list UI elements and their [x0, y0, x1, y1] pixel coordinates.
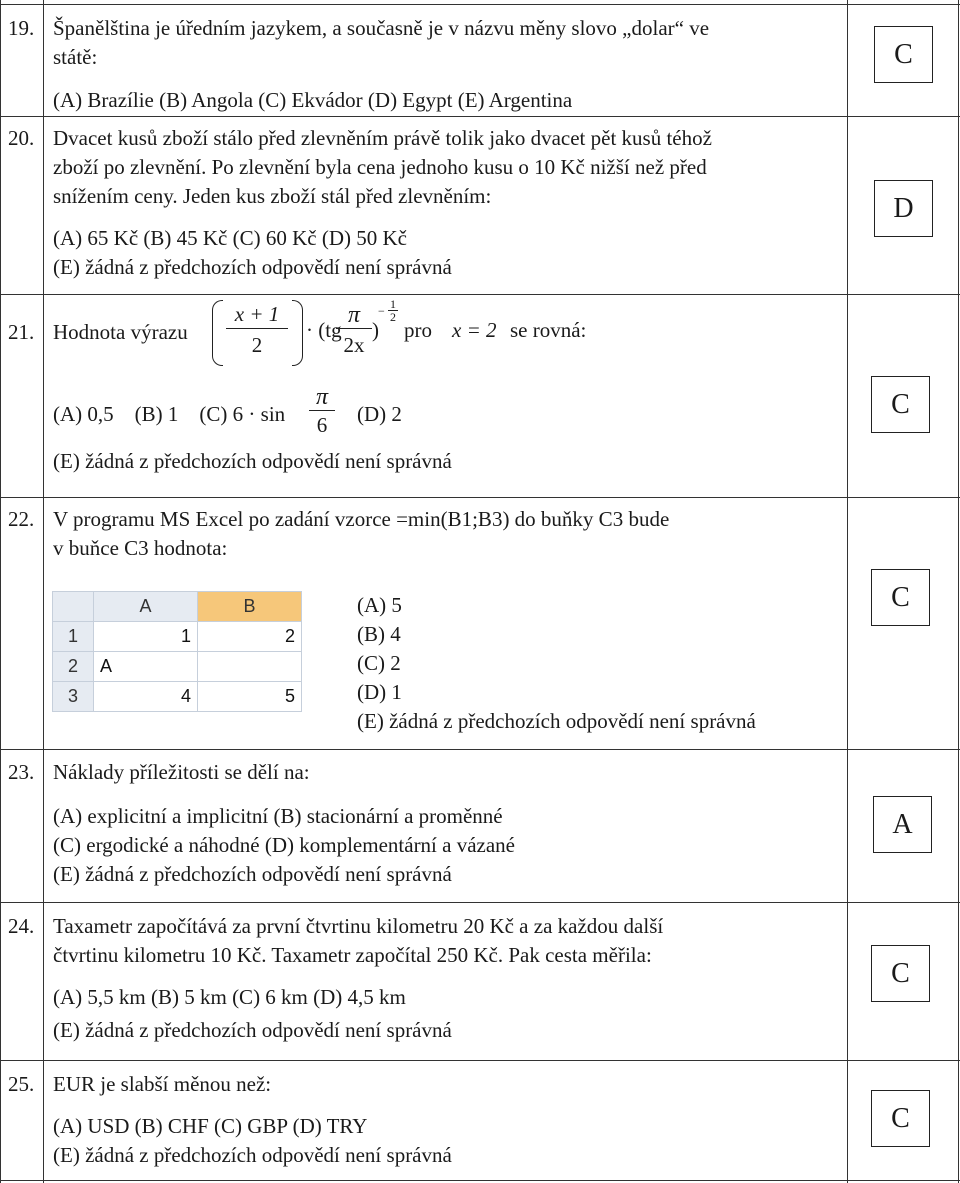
answer-box: C — [871, 569, 930, 626]
exponent-denominator: 2 — [390, 310, 396, 324]
tg-label: · (tg — [306, 318, 342, 342]
row-border — [0, 4, 960, 5]
column-border — [847, 0, 848, 1183]
excel-cell: 4 — [94, 682, 198, 712]
pro-label: pro — [404, 318, 432, 342]
excel-cell: A — [94, 652, 198, 682]
exponent-numerator: 1 — [390, 297, 396, 311]
answer-options: (A) Brazílie (B) Angola (C) Ekvádor (D) Egypt (E) Argentina — [53, 88, 573, 112]
row-border — [0, 116, 960, 117]
question-text: státě: — [53, 45, 98, 69]
question-text: Dvacet kusů zboží stálo před zlevněním právě tolik jako dvacet pět kusů téhož — [53, 126, 712, 150]
fraction-numerator: π — [315, 384, 329, 410]
option-d: (D) 2 — [357, 402, 402, 426]
paren-left — [212, 300, 223, 366]
excel-row-header: 1 — [53, 622, 94, 652]
answer-options: (E) žádná z předchozích odpovědí není správná — [53, 449, 452, 473]
answer-options: (E) žádná z předchozích odpovědí není správná — [53, 255, 452, 279]
excel-cell: 5 — [198, 682, 302, 712]
answer-box: D — [874, 180, 933, 237]
x-equals: x = 2 — [452, 318, 497, 342]
denominator-text: 2x — [343, 333, 365, 357]
fraction-numerator: π — [347, 302, 361, 328]
question-number: 22. — [8, 507, 35, 531]
fraction-numerator: x + 1 — [234, 302, 280, 326]
row-border — [0, 749, 960, 750]
fraction-denominator — [336, 328, 372, 361]
fraction-pi-over-6 — [309, 384, 335, 439]
excel-col-header-b: B — [198, 592, 302, 622]
excel-corner — [53, 592, 94, 622]
question-number: 24. — [8, 914, 35, 938]
column-border — [958, 0, 959, 1183]
answer-options: (A) explicitní a implicitní (B) stacionární a proměnné — [53, 804, 503, 828]
question-text: Taxametr započítává za první čtvrtinu kilometru 20 Kč a za každou další — [53, 914, 664, 938]
exponent-fraction — [388, 298, 398, 323]
question-text: zboží po zlevnění. Po zlevnění byla cena jednoho kusu o 10 Kč nižší než před — [53, 155, 707, 179]
question-text: čtvrtinu kilometru 10 Kč. Taxametr započítal 250 Kč. Pak cesta měřila: — [53, 943, 652, 967]
option-a: (A) 0,5 — [53, 402, 114, 426]
answer-options: (A) 65 Kč (B) 45 Kč (C) 60 Kč (D) 50 Kč — [53, 226, 407, 250]
answer-options — [53, 400, 285, 429]
tail-text: se rovná: — [510, 318, 587, 342]
answer-box: C — [871, 1090, 930, 1147]
answer-option: (B) 4 — [357, 622, 401, 646]
question-text: Španělština je úředním jazykem, a současně je v názvu měny slovo „dolar“ ve — [53, 16, 710, 40]
question-number: 25. — [8, 1072, 35, 1096]
question-text: v buňce C3 hodnota: — [53, 536, 228, 560]
fraction-x-plus-1-over-2 — [226, 300, 288, 361]
question-text: V programu MS Excel po zadání vzorce =min(B1;B3) do buňky C3 bude — [53, 507, 670, 531]
formula — [212, 298, 632, 370]
option-b: (B) 1 — [134, 402, 179, 426]
column-border — [0, 0, 1, 1183]
answer-options: (C) ergodické a náhodné (D) komplementární a vázané — [53, 833, 515, 857]
answer-options: (A) 5,5 km (B) 5 km (C) 6 km (D) 4,5 km — [53, 985, 406, 1009]
answer-box: C — [871, 945, 930, 1002]
paren-right — [292, 300, 303, 366]
close-paren: ) — [372, 318, 379, 342]
question-number: 20. — [8, 126, 35, 150]
answer-box: C — [874, 26, 933, 83]
option-c: (C) 6 · sin — [199, 402, 286, 426]
excel-screenshot — [52, 591, 302, 712]
answer-option: (A) 5 — [357, 593, 402, 617]
answer-option: (E) žádná z předchozích odpovědí není správná — [357, 709, 756, 733]
question-number: 19. — [8, 16, 35, 40]
fraction-denominator: 2 — [226, 328, 288, 361]
answer-options: (E) žádná z předchozích odpovědí není správná — [53, 1018, 452, 1042]
question-number: 21. — [8, 320, 35, 344]
fraction-pi-over-2x — [336, 302, 372, 361]
answer-options: (E) žádná z předchozích odpovědí není správná — [53, 1143, 452, 1167]
answer-options: (A) USD (B) CHF (C) GBP (D) TRY — [53, 1114, 368, 1138]
question-text: EUR je slabší měnou než: — [53, 1072, 272, 1096]
row-border — [0, 902, 960, 903]
question-text: Náklady příležitosti se dělí na: — [53, 760, 310, 784]
answer-options: (E) žádná z předchozích odpovědí není správná — [53, 862, 452, 886]
excel-row-header: 2 — [53, 652, 94, 682]
excel-col-header-a: A — [94, 592, 198, 622]
fraction-denominator: 6 — [309, 410, 335, 439]
excel-cell — [198, 652, 302, 682]
row-border — [0, 294, 960, 295]
excel-cell: 1 — [94, 622, 198, 652]
answer-box: A — [873, 796, 932, 853]
column-border — [43, 0, 44, 1183]
excel-row-header: 3 — [53, 682, 94, 712]
answer-box: C — [871, 376, 930, 433]
question-text: Hodnota výrazu — [53, 320, 188, 344]
row-border — [0, 1180, 960, 1181]
excel-cell: 2 — [198, 622, 302, 652]
answer-option: (C) 2 — [357, 651, 401, 675]
row-border — [0, 497, 960, 498]
question-number: 23. — [8, 760, 35, 784]
answer-option: (D) 1 — [357, 680, 402, 704]
row-border — [0, 1060, 960, 1061]
exponent-sign: − — [378, 304, 385, 318]
question-text: snížením ceny. Jeden kus zboží stál před zlevněním: — [53, 184, 492, 208]
